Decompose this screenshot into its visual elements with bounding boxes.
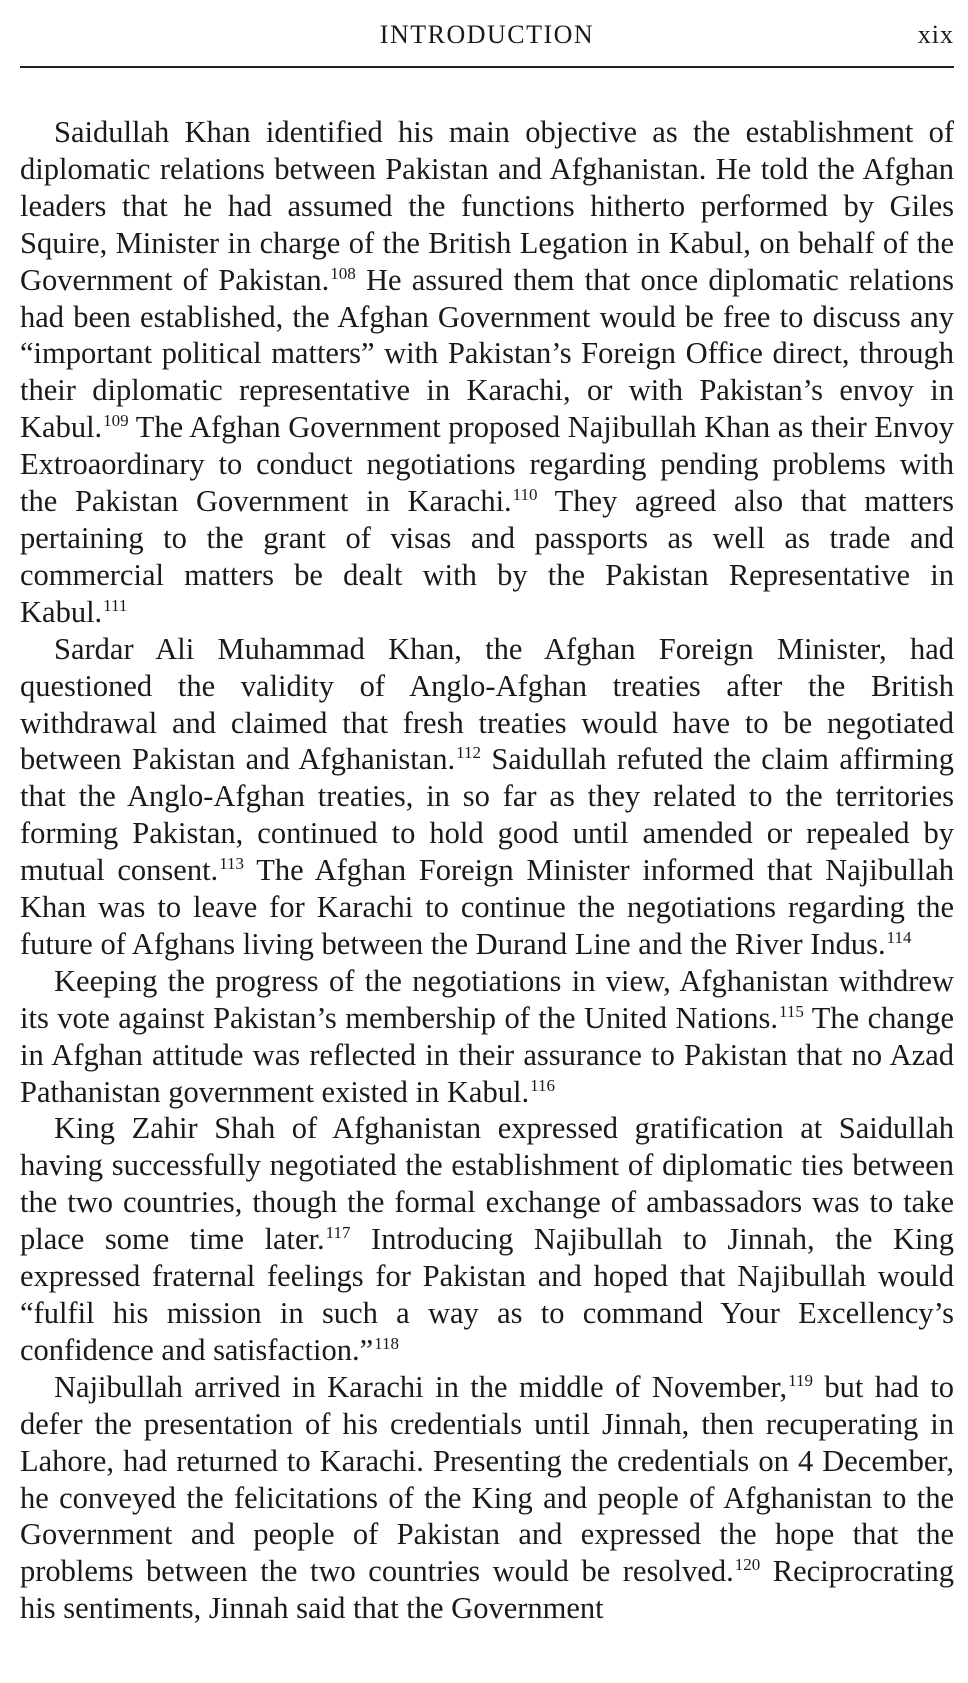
footnote-ref: 112 — [456, 743, 481, 763]
running-header — [20, 14, 954, 54]
text-segment: King Zahir Shah of Afghanistan expressed gratification at Saidullah having successfully negotiated the establishment of diplomatic ties between the two countries, though the formal exchange of ambassadors was to take place some time later. — [20, 1111, 954, 1257]
text-segment: Sardar Ali Muhammad Khan, the Afghan Foreign Minister, had questioned the validity of Anglo-Afghan treaties after the British withdrawal and claimed that fresh treaties would have to be negotiated between Pakistan and Afghanistan. — [20, 631, 954, 777]
text-segment: They agreed also that matters pertaining to the grant of visas and passports as well as trade and commercial matters be dealt with by the Pakistan Representative in Kabul. — [20, 484, 954, 629]
footnote-ref: 117 — [325, 1223, 351, 1243]
text-segment: Introducing Najibullah to Jinnah, the King expressed fraternal feelings for Pakistan and hoped that Najibullah would “fulfil his mission in such a way as to command Your Excellency’s confidence and satisfaction.” — [20, 1222, 954, 1367]
footnote-ref: 115 — [778, 1001, 804, 1021]
text-segment: Saidullah Khan identified his main objective as the establishment of diplomatic relations between Pakistan and Afghanistan. He told the Afghan leaders that he had assumed the functions hitherto performed by Giles Squire, Minister in charge of the British Legation in Kabul, on behalf of the Government of Pakistan. — [20, 115, 954, 297]
header-rule — [20, 66, 954, 68]
text-segment: Keeping the progress of the negotiations in view, Afghanistan withdrew its vote against Pakistan’s membership of the United Nations. — [20, 963, 954, 1035]
text-segment: but had to defer the presentation of his credentials until Jinnah, then recuperating in Lahore, had returned to Karachi. Presenting the credentials on 4 December, he conveyed the felicitations of the King and people of Afghanistan to the Government and people of Pakistan and expressed the hope that the problems between the two countries would be resolved. — [20, 1369, 954, 1589]
text-segment: Saidullah refuted the claim affirming that the Anglo-Afghan treaties, in so far as they related to the territories forming Pakistan, continued to hold good until amended or repealed by mutual consent. — [20, 742, 954, 888]
text-segment: The Afghan Government proposed Najibullah Khan as their Envoy Extroaordinary to conduct negotiations regarding pending problems with the Pakistan Government in Karachi. — [20, 410, 954, 519]
footnote-ref: 108 — [330, 263, 356, 283]
footnote-ref: 114 — [886, 927, 912, 947]
footnote-ref: 119 — [788, 1370, 813, 1390]
page-number: xix — [917, 20, 954, 49]
text-segment: He assured them that once diplomatic relations had been established, the Afghan Government would be free to discuss any “important political matters” with Pakistan’s Foreign Office direct, through their diplomatic representative in Karachi, or with Pakistan’s envoy in Kabul. — [20, 262, 955, 445]
body-text — [20, 114, 954, 1627]
paragraph — [20, 114, 954, 631]
running-title: INTRODUCTION — [379, 20, 595, 49]
footnote-ref: 120 — [734, 1555, 761, 1575]
text-segment: Reciprocrating his sentiments, Jinnah said that the Government — [20, 1554, 955, 1626]
footnote-ref: 113 — [219, 854, 245, 874]
footnote-ref: 109 — [103, 411, 129, 431]
paragraph — [20, 1369, 954, 1627]
paragraph — [20, 1110, 954, 1368]
footnote-ref: 116 — [530, 1075, 555, 1095]
paragraph — [20, 963, 954, 1111]
text-segment: The Afghan Foreign Minister informed that Najibullah Khan was to leave for Karachi to continue the negotiations regarding the future of Afghans living between the Durand Line and the River Indus. — [20, 853, 954, 961]
footnote-ref: 110 — [512, 485, 538, 505]
text-segment: The change in Afghan attitude was reflected in their assurance to Pakistan that no Azad Pathanistan government existed in Kabul. — [20, 1000, 954, 1109]
footnote-ref: 118 — [374, 1333, 400, 1353]
paragraph — [20, 631, 954, 963]
text-segment: Najibullah arrived in Karachi in the middle of November, — [54, 1369, 788, 1404]
footnote-ref: 111 — [103, 595, 128, 615]
